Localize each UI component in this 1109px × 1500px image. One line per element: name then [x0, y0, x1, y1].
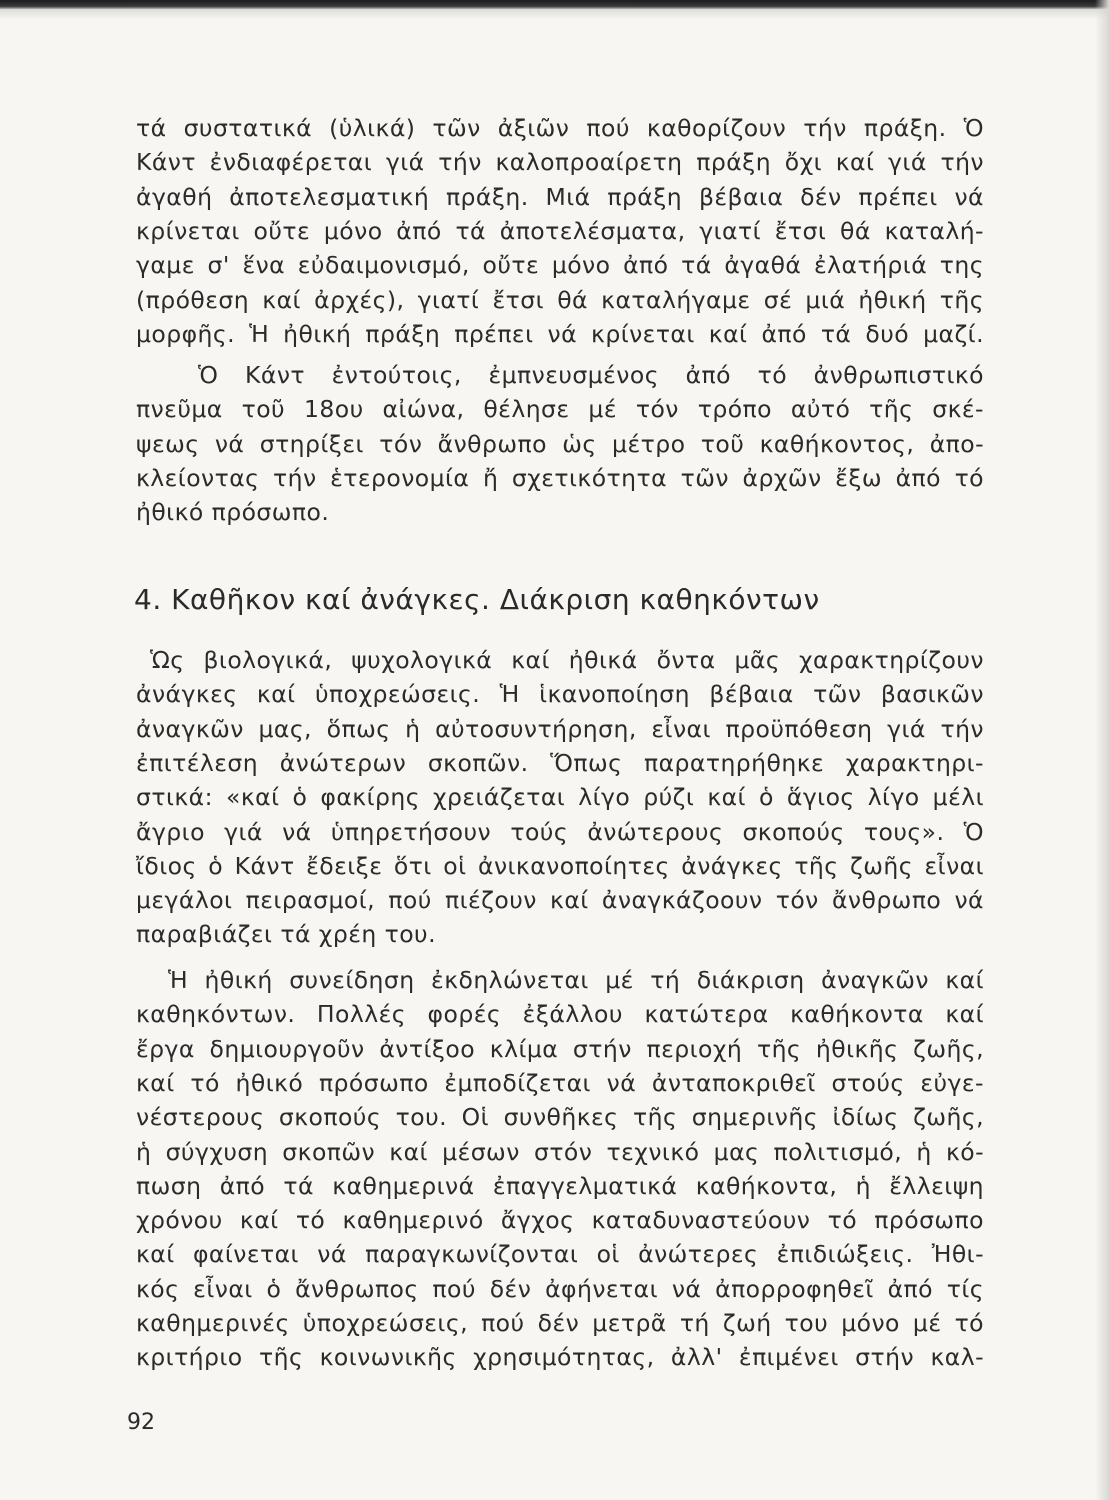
text-line: πνεῦμα τοῦ 18ου αἰώνα, θέλησε μέ τόν τρόπο αὐτό τῆς σκέ-: [136, 395, 984, 424]
section-heading: 4. Καθῆκον καί ἀνάγκες. Διάκριση καθηκόντων: [134, 583, 820, 616]
text-line: ἀναγκῶν μας, ὅπως ἡ αὐτοσυντήρηση, εἶναι προϋπόθεση γιά τήν: [136, 714, 984, 743]
text-line: Ἡ ἠθική συνείδηση ἐκδηλώνεται μέ τή διάκριση ἀναγκῶν καί: [168, 966, 984, 994]
text-line: Ὡς βιολογικά, ψυχολογικά καί ἠθικά ὄντα μᾶς χαρακτηρίζουν: [150, 646, 984, 674]
text-line: καθηκόντων. Πολλές φορές ἐξάλλου κατώτερα καθήκοντα καί: [136, 1000, 984, 1029]
text-line: ἴδιος ὁ Κάντ ἔδειξε ὅτι οἱ ἀνικανοποίητες ἀνάγκες τῆς ζωῆς εἶναι: [136, 851, 984, 880]
text-line: ἄγριο γιά νά ὑπηρετήσουν τούς ἀνώτερους σκοπούς τους». Ὁ: [136, 817, 984, 846]
text-line: ἀγαθή ἀποτελεσματική πράξη. Μιά πράξη βέβαια δέν πρέπει νά: [136, 182, 984, 211]
text-line: κλείοντας τήν ἑτερονομία ἤ σχετικότητα τῶν ἀρχῶν ἔξω ἀπό τό: [136, 463, 984, 492]
text-line: νέστερους σκοπούς του. Οἱ συνθῆκες τῆς σημερινῆς ἰδίως ζωῆς,: [136, 1103, 984, 1132]
text-line: παραβιάζει τά χρέη του.: [136, 920, 437, 949]
text-line: Ὁ Κάντ ἐντούτοις, ἐμπνευσμένος ἀπό τό ἀνθρωπιστικό: [198, 361, 984, 389]
text-line: καί τό ἠθικό πρόσωπο ἐμποδίζεται νά ἀνταποκριθεῖ στούς εὐγε-: [136, 1068, 984, 1097]
page-number: 92: [127, 1410, 155, 1435]
text-line: μεγάλοι πειρασμοί, πού πιέζουν καί ἀναγκάζοουν τόν ἄνθρωπο νά: [136, 886, 984, 915]
text-line: ψεως νά στηρίξει τόν ἄνθρωπο ὡς μέτρο τοῦ καθήκοντος, ἀπο-: [136, 429, 984, 458]
text-line: καί φαίνεται νά παραγκωνίζονται οἱ ἀνώτερες ἐπιδιώξεις. Ἠθι-: [136, 1240, 984, 1269]
text-line: τά συστατικά (ὑλικά) τῶν ἀξιῶν πού καθορίζουν τήν πράξη. Ὁ: [136, 114, 984, 142]
text-line: ἀνάγκες καί ὑποχρεώσεις. Ἡ ἱκανοποίηση βέβαια τῶν βασικῶν: [136, 680, 984, 709]
text-line: στικά: «καί ὁ φακίρης χρειάζεται λίγο ρύζι καί ὁ ἅγιος λίγο μέλι: [136, 783, 984, 812]
text-line: Κάντ ἐνδιαφέρεται γιά τήν καλοπροαίρετη πράξη ὄχι καί γιά τήν: [136, 148, 984, 177]
text-line: ἔργα δημιουργοῦν ἀντίξοο κλίμα στήν περιοχή τῆς ἠθικῆς ζωῆς,: [136, 1034, 984, 1063]
text-line: κός εἶναι ὁ ἄνθρωπος πού δέν ἀφήνεται νά ἀπορροφηθεῖ ἀπό τίς: [136, 1274, 984, 1303]
text-line: ἠθικό πρόσωπο.: [136, 498, 330, 527]
text-line: κρίνεται οὔτε μόνο ἀπό τά ἀποτελέσματα, γιατί ἔτσι θά καταλή-: [136, 216, 984, 245]
text-line: ἡ σύγχυση σκοπῶν καί μέσων στόν τεχνικό μας πολιτισμό, ἡ κό-: [136, 1137, 984, 1166]
text-line: γαμε σ' ἕνα εὐδαιμονισμό, οὔτε μόνο ἀπό τά ἀγαθά ἐλατήριά της: [136, 251, 984, 280]
text-line: ἐπιτέλεση ἀνώτερων σκοπῶν. Ὅπως παρατηρήθηκε χαρακτηρι-: [136, 748, 984, 777]
text-line: χρόνου καί τό καθημερινό ἄγχος καταδυναστεύουν τό πρόσωπο: [136, 1206, 984, 1235]
text-line: (πρόθεση καί ἀρχές), γιατί ἔτσι θά καταλήγαμε σέ μιά ἠθική τῆς: [136, 285, 984, 314]
text-line: πωση ἀπό τά καθημερινά ἐπαγγελματικά καθήκοντα, ἡ ἔλλειψη: [136, 1171, 984, 1200]
text-line: καθημερινές ὑποχρεώσεις, πού δέν μετρᾶ τή ζωή του μόνο μέ τό: [136, 1309, 984, 1337]
text-line: μορφῆς. Ἡ ἠθική πράξη πρέπει νά κρίνεται καί ἀπό τά δυό μαζί.: [136, 319, 984, 348]
text-line: κριτήριο τῆς κοινωνικῆς χρησιμότητας, ἀλλ' ἐπιμένει στήν καλ-: [136, 1343, 984, 1372]
